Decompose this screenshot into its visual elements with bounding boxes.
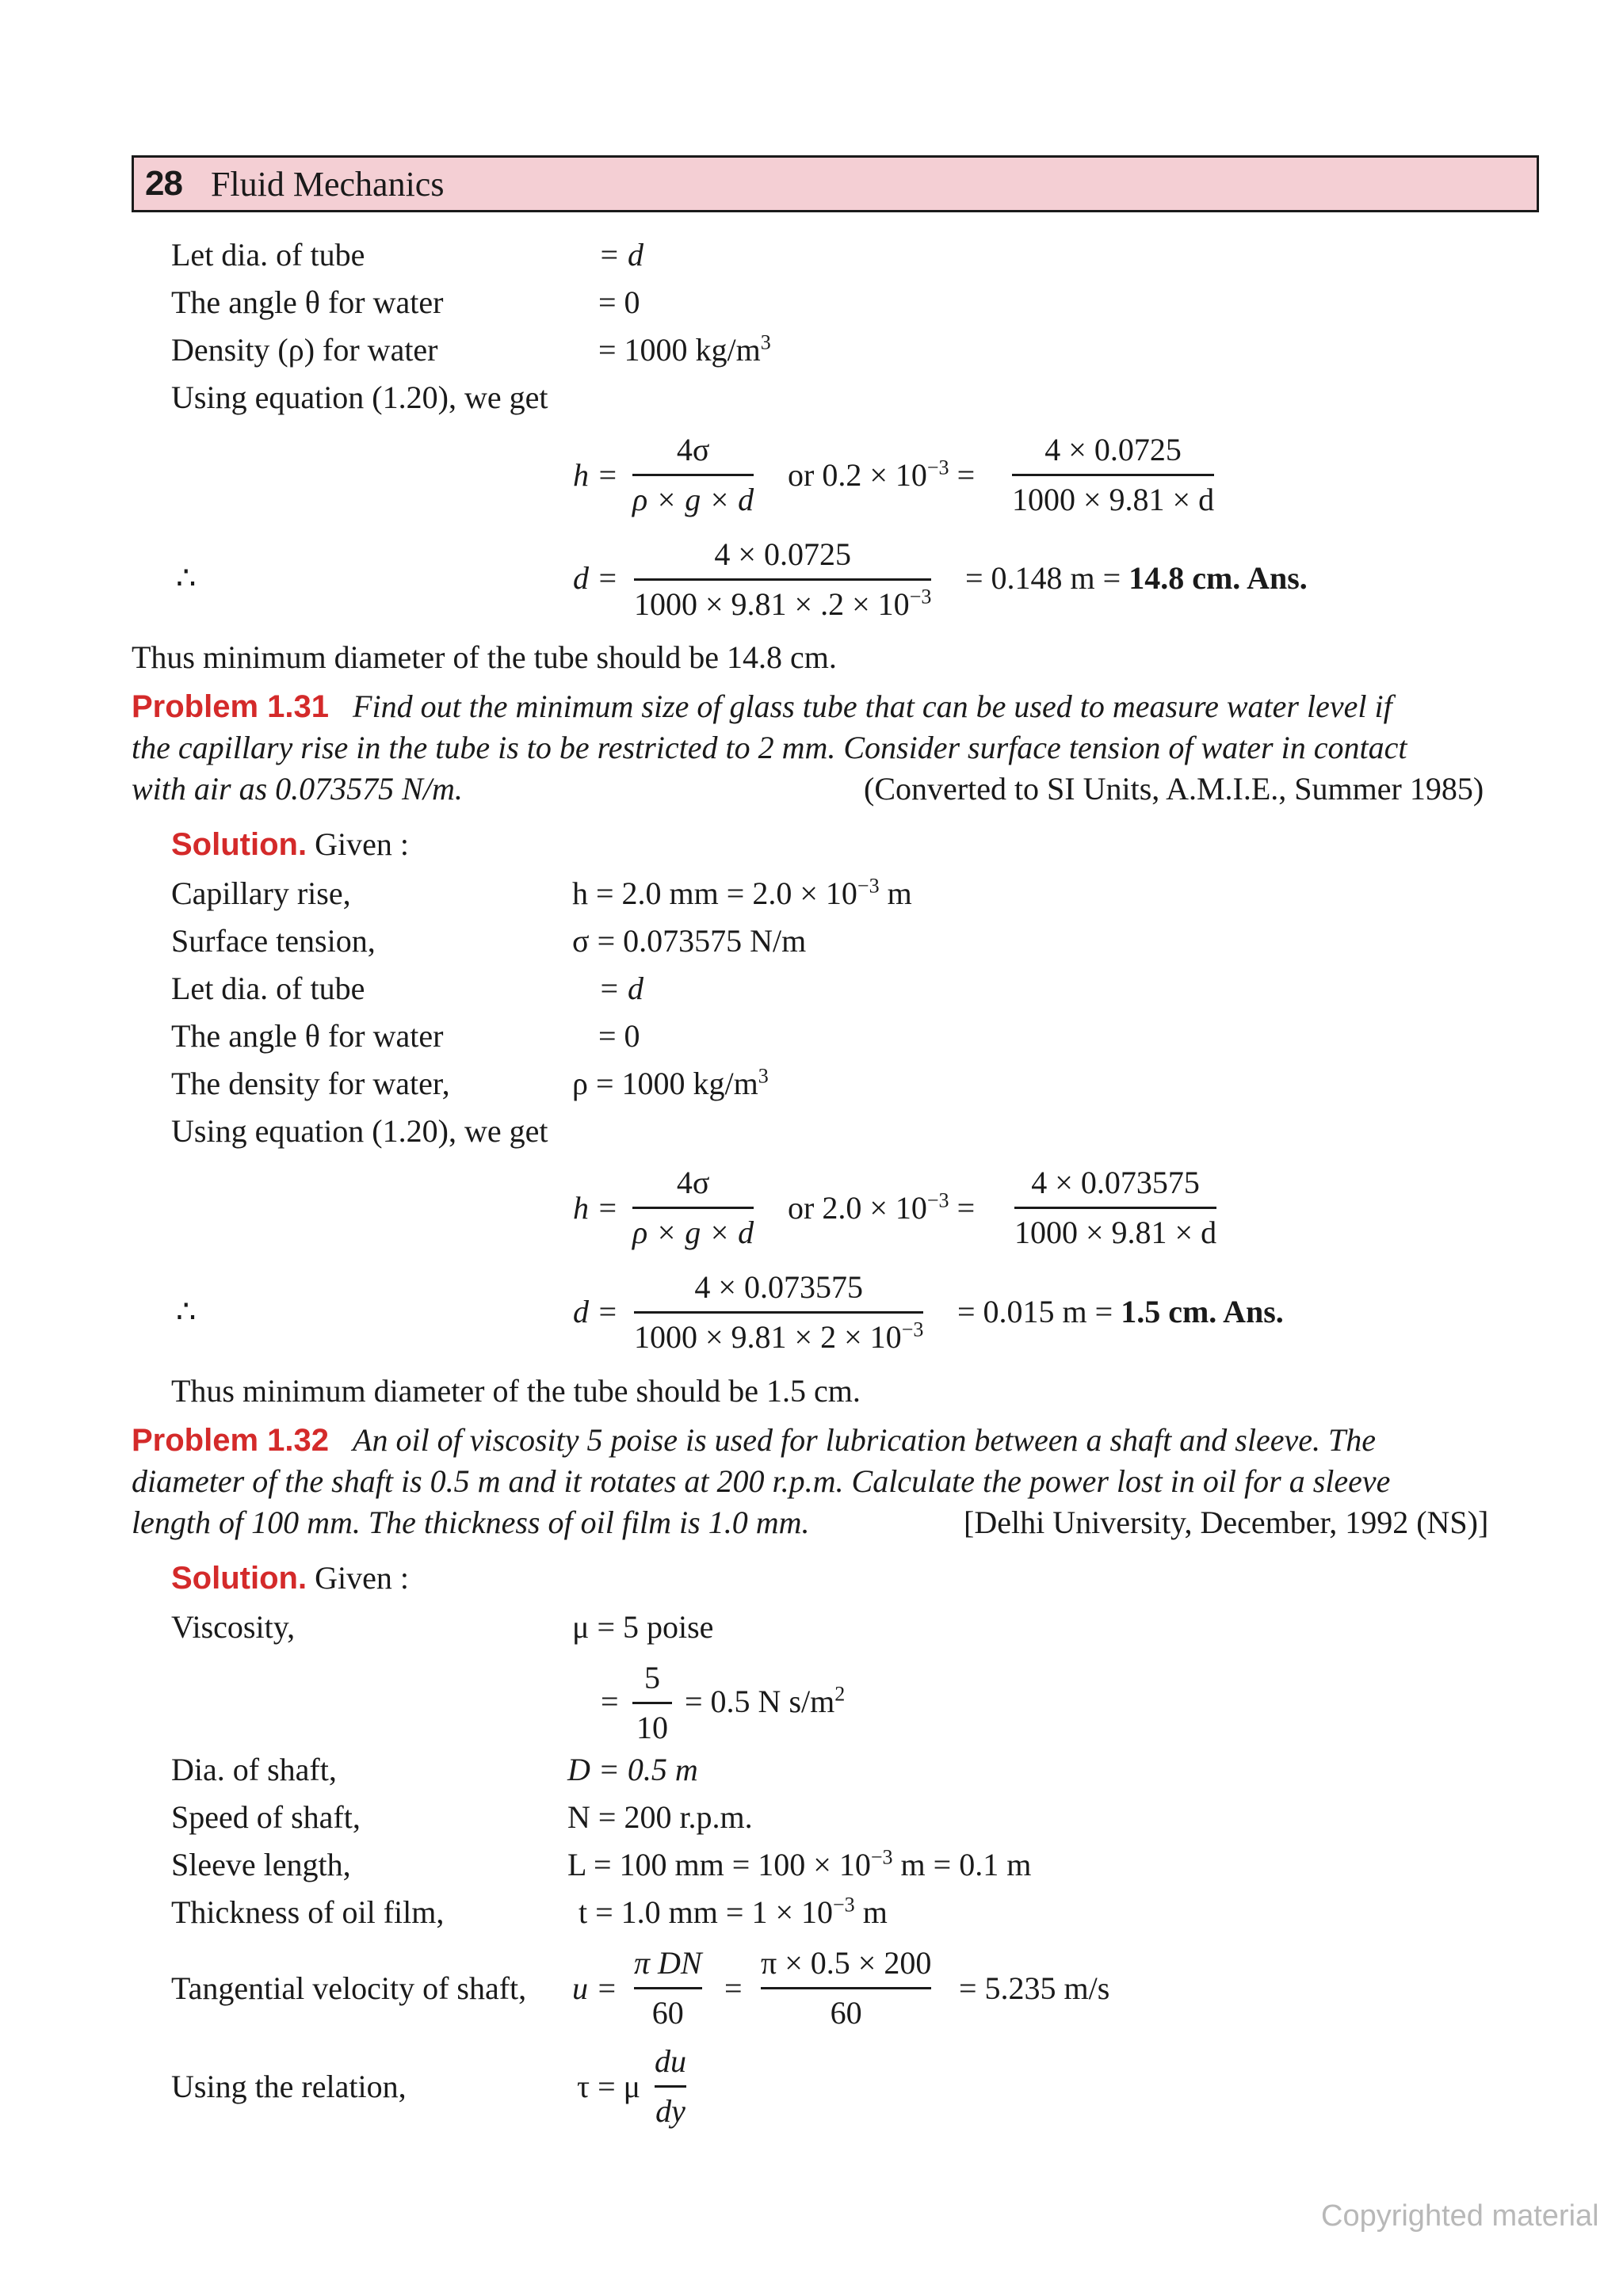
given-value: D = 0.5 m — [567, 1752, 698, 1787]
given-value: = d — [598, 237, 643, 273]
fraction: 4 × 0.0725 $1000 \times 9.81 \times .2 \times 10^{-3}$ — [634, 536, 932, 622]
equation-lhs: u = — [572, 1970, 617, 2006]
relation-label: Using the relation, — [171, 2069, 407, 2104]
given-label: Let dia. of tube — [171, 237, 365, 273]
given-label: Viscosity, — [171, 1609, 296, 1645]
fraction: 5 10 — [632, 1662, 672, 1744]
given-value: μ = 5 poise — [572, 1609, 714, 1645]
fraction: 4 × 0.073575 $1000 \times 9.81 \times 2 \times 10^{-3}$ — [634, 1269, 924, 1355]
given-label: Thickness of oil film, — [171, 1894, 445, 1930]
problem-label: Problem 1.31 — [132, 689, 330, 724]
problem-statement: Problem 1.32 An oil of viscosity 5 poise is used for lubrication between a shaft and sleeve. The — [132, 1422, 1376, 1458]
solution-heading: Solution. Given : — [171, 826, 409, 862]
fraction: π × 0.5 × 200 60 — [761, 1945, 932, 2031]
given-value: L = 100 mm = $100 \times 10^{-3}$ m = 0.1 m — [567, 1845, 1032, 1882]
fraction: 4 × 0.0725 1000 × 9.81 × d — [1012, 432, 1215, 517]
equation-lhs: d = — [573, 560, 618, 596]
given-value: = 1000 $kg/m^3$ — [598, 330, 771, 368]
given-value: = d — [598, 971, 643, 1006]
given-label: Speed of shaft, — [171, 1799, 361, 1835]
given-value: ρ = 1000 $kg/m^3$ — [572, 1064, 769, 1101]
given-label: Density (ρ) for water — [171, 332, 438, 368]
fraction: 4 × 0.073575 1000 × 9.81 × d — [1014, 1165, 1217, 1250]
book-title: Fluid Mechanics — [210, 164, 445, 204]
copyright-notice: Copyrighted material — [1321, 2199, 1599, 2233]
given-label: Capillary rise, — [171, 875, 351, 911]
given-label: Let dia. of tube — [171, 971, 365, 1006]
fraction: 4σ ρ × g × d — [632, 1165, 754, 1250]
therefore-symbol: ∴ — [176, 1294, 197, 1329]
equation-result: = 0.148 m = 14.8 cm. Ans. — [965, 560, 1308, 596]
equation-text: = — [601, 1684, 619, 1719]
therefore-symbol: ∴ — [176, 560, 197, 596]
equation-lhs: d = — [573, 1294, 618, 1329]
fraction: 4σ ρ × g × d — [632, 432, 754, 517]
equation-lhs: h = — [573, 1190, 618, 1226]
fraction: π DN 60 — [634, 1945, 702, 2031]
equation-lhs: τ = μ — [577, 2069, 641, 2104]
fraction: du dy — [655, 2043, 686, 2129]
problem-label: Problem 1.32 — [132, 1423, 330, 1458]
given-value: N = 200 r.p.m. — [567, 1799, 753, 1835]
equation-lhs: h = — [573, 457, 618, 493]
given-value: t = 1.0 mm = $1 \times 10^{-3}$ m — [579, 1893, 888, 1930]
conclusion-text: Thus minimum diameter of the tube should be 14.8 cm. — [132, 639, 837, 675]
given-value: σ = 0.073575 N/m — [572, 923, 807, 959]
problem-statement-line: with air as 0.073575 N/m. — [132, 771, 463, 807]
problem-source: (Converted to SI Units, A.M.I.E., Summer 1985) — [864, 771, 1484, 807]
problem-statement-line: the capillary rise in the tube is to be restricted to 2 mm. Consider surface tension of water in contact — [132, 730, 1407, 765]
given-label: Dia. of shaft, — [171, 1752, 337, 1787]
problem-statement-line: diameter of the shaft is 0.5 m and it rotates at 200 r.p.m. Calculate the power lost in oil for a sleeve — [132, 1463, 1391, 1499]
conclusion-text: Thus minimum diameter of the tube should be 1.5 cm. — [171, 1373, 861, 1409]
using-equation-text: Using equation (1.20), we get — [171, 1113, 548, 1149]
equation-result: = 0.5 N $s/m^2$ — [685, 1682, 846, 1719]
tangential-label: Tangential velocity of shaft, — [171, 1970, 527, 2006]
using-equation-text: Using equation (1.20), we get — [171, 379, 548, 415]
equation-text: or $2.0 \times 10^{-3}$ = — [788, 1188, 976, 1226]
problem-statement-line: length of 100 mm. The thickness of oil film is 1.0 mm. — [132, 1505, 810, 1540]
problem-source: [Delhi University, December, 1992 (NS)] — [964, 1505, 1489, 1540]
given-value: h = 2.0 mm = $2.0 \times 10^{-3}$ m — [572, 874, 912, 911]
given-label: Sleeve length, — [171, 1847, 351, 1882]
solution-heading: Solution. Given : — [171, 1560, 409, 1596]
given-value: = 0 — [598, 1018, 640, 1054]
page-header — [132, 155, 1539, 212]
given-label: The angle θ for water — [171, 1018, 444, 1054]
problem-statement: Problem 1.31 Find out the minimum size of glass tube that can be used to measure water level if — [132, 688, 1392, 724]
given-value: = 0 — [598, 284, 640, 320]
given-label: The angle θ for water — [171, 284, 444, 320]
equation-result: = 5.235 m/s — [959, 1970, 1110, 2006]
equation-text: = — [724, 1970, 743, 2006]
given-label: The density for water, — [171, 1066, 450, 1101]
page-number: 28 — [145, 164, 182, 203]
given-label: Surface tension, — [171, 923, 376, 959]
equation-text: or $0.2 \times 10^{-3}$ = — [788, 456, 976, 493]
equation-result: = 0.015 m = 1.5 cm. Ans. — [957, 1294, 1284, 1329]
